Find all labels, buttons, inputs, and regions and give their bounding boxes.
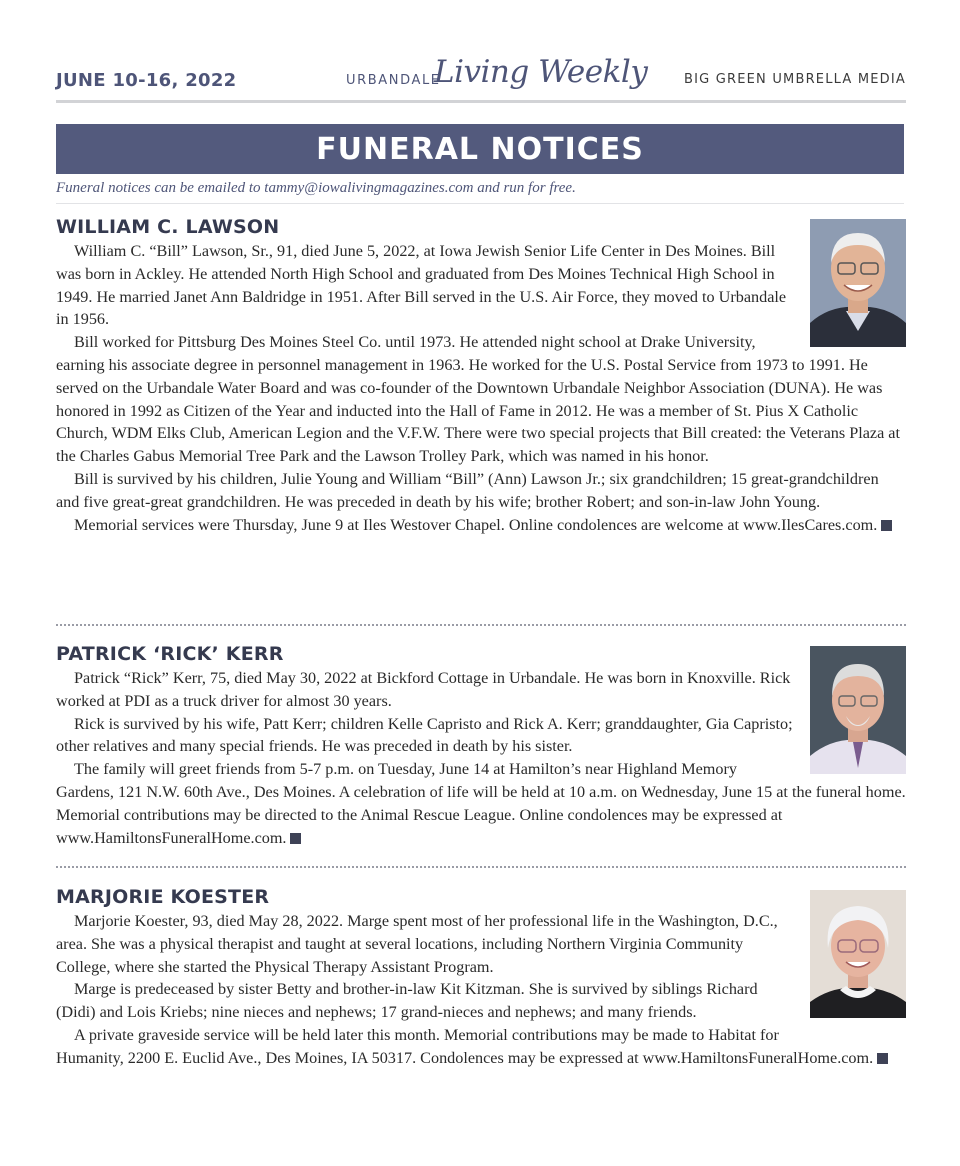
notice-kerr	[56, 643, 906, 849]
portrait-photo	[810, 219, 906, 347]
issue-date: JUNE 10-16, 2022	[56, 70, 237, 91]
notice-paragraph	[56, 758, 906, 849]
notice-koester	[56, 886, 906, 1070]
notice-divider	[56, 624, 906, 626]
portrait-photo	[810, 646, 906, 774]
notice-paragraph-text: The family will greet friends from 5-7 p.m. on Tuesday, June 14 at Hamilton’s near Highland Memory Gardens, 121 N.W. 60th Ave., Des Moines. A celebration of life will be held at 10 a.m. on Wednesday, June 15 at the funeral home. Memorial contributions may be directed to the Animal Rescue League. Online condolences may be expressed at www.HamiltonsFuneralHome.com.	[56, 760, 906, 847]
notice-paragraph: Bill is survived by his children, Julie Young and William “Bill” (Ann) Lawson Jr.; six grandchildren; 15 great-grandchildren and five great-great grandchildren. He was preceded in death by his wife; brother Robert; and son-in-law John Young.	[56, 469, 879, 511]
notice-paragraph	[56, 1024, 906, 1070]
notice-paragraph-text: Memorial services were Thursday, June 9 at Iles Westover Chapel. Online condolences are welcome at www.IlesCares.com.	[74, 515, 878, 534]
end-mark	[881, 520, 892, 531]
section-banner	[56, 124, 904, 174]
masthead-logo: Living Weekly	[434, 54, 648, 90]
publisher-name: BIG GREEN UMBRELLA MEDIA	[683, 72, 906, 87]
decedent-name: PATRICK ‘RICK’ KERR	[56, 643, 284, 665]
notice-paragraph: Rick is survived by his wife, Patt Kerr; children Kelle Capristo and Rick A. Kerr; granddaughter, Gia Capristo; other relatives and many special friends. He was preceded in death by his sister.	[56, 714, 793, 756]
notice-paragraph: William C. “Bill” Lawson, Sr., 91, died June 5, 2022, at Iowa Jewish Senior Life Center in Des Moines. Bill was born in Ackley. He attended North High School and graduated from Des Moines Technical High School in 1949. He married Janet Ann Baldridge in 1951. After Bill served in the U.S. Air Force, they moved to Urbandale in 1956.	[56, 242, 787, 329]
portrait-photo	[810, 890, 906, 1018]
decedent-name: WILLIAM C. LAWSON	[56, 216, 280, 238]
end-mark	[877, 1053, 888, 1064]
notice-paragraph: Marjorie Koester, 93, died May 28, 2022. Marge spent most of her professional life in the Washington, D.C., area. She was a physical therapist and taught at several locations, including Northern Virginia Community College, where she started the Physical Therapy Assistant Program.	[56, 912, 778, 976]
notice-paragraph: Marge is predeceased by sister Betty and brother-in-law Kit Kitzman. She is survived by siblings Richard (Didi) and Lois Kriebs; nine nieces and nephews; 17 grand-nieces and nephews; and many friends.	[56, 980, 758, 1022]
masthead-town: URBANDALE	[346, 73, 441, 88]
notice-paragraph: Patrick “Rick” Kerr, 75, died May 30, 2022 at Bickford Cottage in Urbandale. He was born in Knoxville. Rick worked at PDI as a truck driver for almost 30 years.	[56, 669, 791, 710]
decedent-name: MARJORIE KOESTER	[56, 886, 270, 908]
notice-paragraph-text: A private graveside service will be held later this month. Memorial contributions may be made to Habitat for Humanity, 2200 E. Euclid Ave., Des Moines, IA 50317. Condolences may be expressed at www.HamiltonsFuneralHome.com.	[56, 1025, 874, 1067]
notice-lawson	[56, 216, 906, 536]
section-title: FUNERAL NOTICES	[316, 131, 644, 167]
notice-divider	[56, 866, 906, 868]
header-rule	[56, 100, 906, 103]
end-mark	[290, 833, 301, 844]
notice-paragraph: Bill worked for Pittsburg Des Moines Steel Co. until 1973. He attended night school at Drake University, earning his associate degree in personnel management in 1963. He worked for the U.S. Postal Service from 1973 to 1991. He served on the Urbandale Water Board and was co-founder of the Downtown Urbandale Neighbor Association (DUNA). He was honored in 1992 as Citizen of the Year and inducted into the Hall of Fame in 2012. He was a member of St. Pius X Catholic Church, WDM Elks Club, American Legion and the V.F.W. There were two special projects that Bill created: the Veterans Plaza at the Charles Gabus Memorial Tree Park and the Lawson Trolley Park, which was named in his honor.	[56, 333, 900, 466]
masthead	[346, 54, 648, 98]
intro-note: Funeral notices can be emailed to tammy@iowalivingmagazines.com and run for free.	[56, 180, 904, 204]
notice-paragraph	[56, 514, 906, 537]
page-header	[56, 52, 906, 100]
